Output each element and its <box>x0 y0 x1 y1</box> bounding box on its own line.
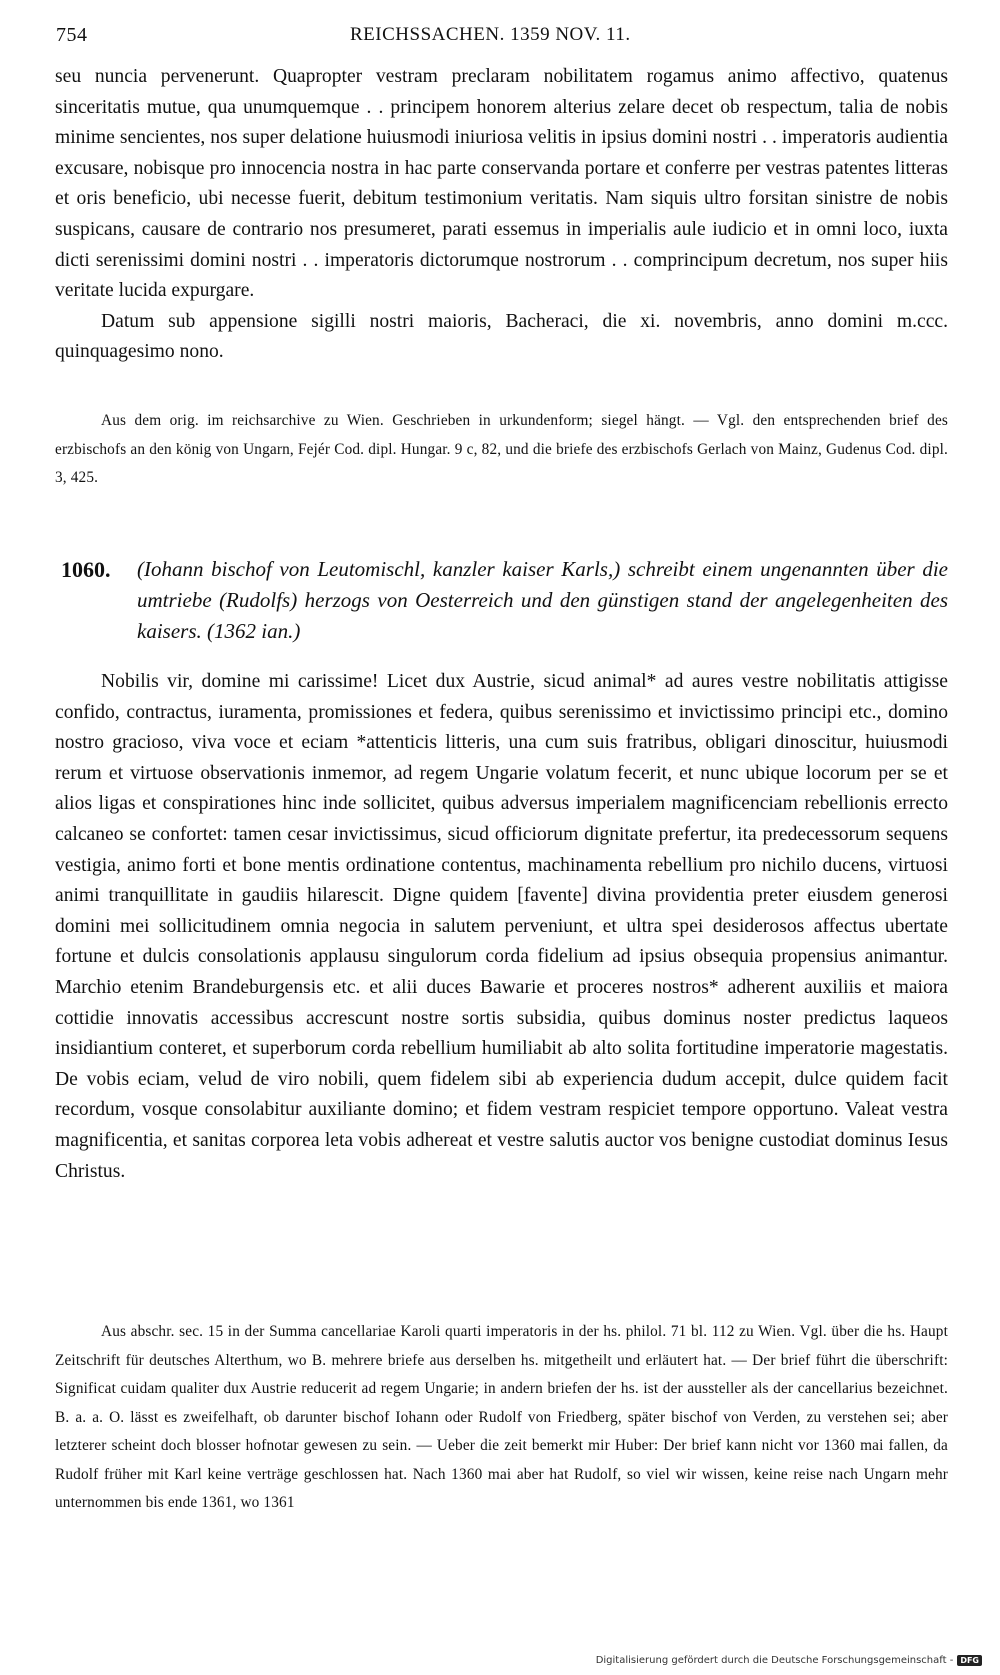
digitization-footer <box>596 1655 982 1666</box>
document-number: 1060. <box>61 557 111 582</box>
datum-paragraph <box>55 307 948 368</box>
document-title: (Iohann bischof von Leutomischl, kanzler kaiser Karls,) schreibt einem ungenannten über die umtriebe (Rudolfs) herzogs von Oesterreich und den günstigen stand der angelegenheiten des kaisers. (1362 ian.) <box>137 557 948 643</box>
footnote-2-text: Aus abschr. sec. 15 in der Summa cancellariae Karoli quarti imperatoris in der hs. philol. 71 bl. 112 zu Wien. Vgl. über die hs. Haupt Zeitschrift für deutsches Alterthum, wo B. mehrere briefe aus derselben hs. mitgetheilt und erläutert hat. — Der brief führt die überschrift: Significat cuidam qualiter dux Austrie reducerit ad regem Ungarie; in andern briefen der hs. ist der aussteller als der cancellarius bezeichnet. B. a. a. O. lässt es zweifelhaft, ob darunter bischof Iohann oder Rudolf von Friedberg, später bischof von Verden, zu verstehen sei; aber letzterer scheint doch blosser hofnotar gewesen zu sein. — Ueber die zeit bemerkt mir Huber: Der brief kann nicht vor 1360 mai fallen, da Rudolf früher mit Karl keine verträge geschlossen hat. Nach 1360 mai aber hat Rudolf, so viel wir wissen, keine reise nach Ungarn mehr unternommen bis ende 1361, wo 1361 <box>55 1323 948 1511</box>
footnote-1 <box>55 407 948 493</box>
dfg-logo: DFG <box>957 1655 982 1666</box>
letter-paragraph <box>55 667 948 1187</box>
continued-text <box>55 62 948 368</box>
footnote-1-text: Aus dem orig. im reichsarchive zu Wien. Geschrieben in urkundenform; siegel hängt. — Vgl. den entsprechenden brief des erzbischofs an den könig von Ungarn, Fejér Cod. dipl. Hungar. 9 c, 82, und die briefe des erzbischofs Gerlach von Mainz, Gudenus Cod. dipl. 3, 425. <box>55 412 948 486</box>
page-header <box>50 20 950 54</box>
document-heading <box>55 554 948 647</box>
footnote-2-paragraph <box>55 1318 948 1518</box>
footnote-2 <box>55 1318 948 1518</box>
footnote-1-paragraph <box>55 407 948 493</box>
datum-text: Datum sub appensione sigilli nostri maioris, Bacheraci, die xi. novembris, anno domini m.ccc. quinquagesimo nono. <box>55 310 948 363</box>
letter-body <box>55 667 948 1187</box>
footer-text: Digitalisierung gefördert durch die Deutsche Forschungsgemeinschaft - <box>595 1655 954 1666</box>
running-title: REICHSSACHEN. 1359 NOV. 11. <box>350 24 631 45</box>
page-number: 754 <box>56 24 88 46</box>
letter-text: Nobilis vir, domine mi carissime! Licet dux Austrie, sicud animal* ad aures vestre nobilitatis attigisse confido, contractus, iuramenta, promissiones et federa, quibus serenissimo et invictissimo principi etc., domino nostro gracioso, viva voce et eciam *attenticis litteris, una cum suis fratribus, obligari dinoscitur, huiusmodi rerum et virtuose observationis inmemor, ad regem Ungarie volatum fecerit, et nunc ubique locorum per se et alios ligas et conspirationes hinc inde sollicitet, quibus adversus imperialem magnificenciam rebellionis errecto calcaneo se confortet: tamen cesar invictissimus, sicud officiorum dignitate prefertur, ita predecessorum sequens vestigia, animo forti et bone mentis ordinatione contentus, machinamenta rebellium pro nichilo ducens, virtuosi animi tranquillitate in gaudiis hilarescit. Digne quidem [favente] divina providentia preter eiusdem generosi domini mei sollicitudinem omnia negocia in salutem perveniunt, et ultra spei desiderosos affectus ubertate fortune et dulcis consolationis applausu singulorum corda fidelium ad ipsius obsequia propensius animantur. Marchio etenim Brandeburgensis etc. et alii duces Bawarie et proceres nostros* adherent auxiliis et maiora cottidie innovatis accessibus accrescunt nostre sortis subsidia, quibus dominus noster predictus laqueos insidiantium conteret, et superborum corda rebellium humiliabit ab alto solita fortitudine imperatorie magestatis. De vobis eciam, velud de viro nobili, quem fidelem sibi ab experiencia dudum accepit, dulce quidem facit recordum, vosque consolabitur auxiliante domino; et fidem vestram respiciet tempore opportuno. Valeat vestra magnificentia, et sanitas corporea leta vobis adhereat et vestre salutis auctor vos benigne custodiat dominus Iesus Christus. <box>55 671 948 1182</box>
continued-paragraph: seu nuncia pervenerunt. Quapropter vestram preclaram nobilitatem rogamus animo affectivo, quatenus sinceritatis mutue, qua unumquemque . . principem honorem alterius zelare decet ob respectum, talia de nobis minime sencientes, nos super delatione huiusmodi iniuriosa velitis in ipsius domini nostri . . imperatoris audientia excusare, nobisque pro innocencia nostra in hac parte conservanda portare et conferre per vestras patentes litteras et oris beneficio, ubi necesse fuerit, debitum testimonium veritatis. Nam siquis ultro forsitan sinistre de nobis suspicans, causare de contrario nos presumeret, parati essemus in imperialis aule iudicio et in omni loco, iuxta dicti serenissimi domini nostri . . imperatoris dictorumque nostrorum . . comprincipum decretum, nos super hiis veritate lucida expurgare. <box>55 66 948 302</box>
